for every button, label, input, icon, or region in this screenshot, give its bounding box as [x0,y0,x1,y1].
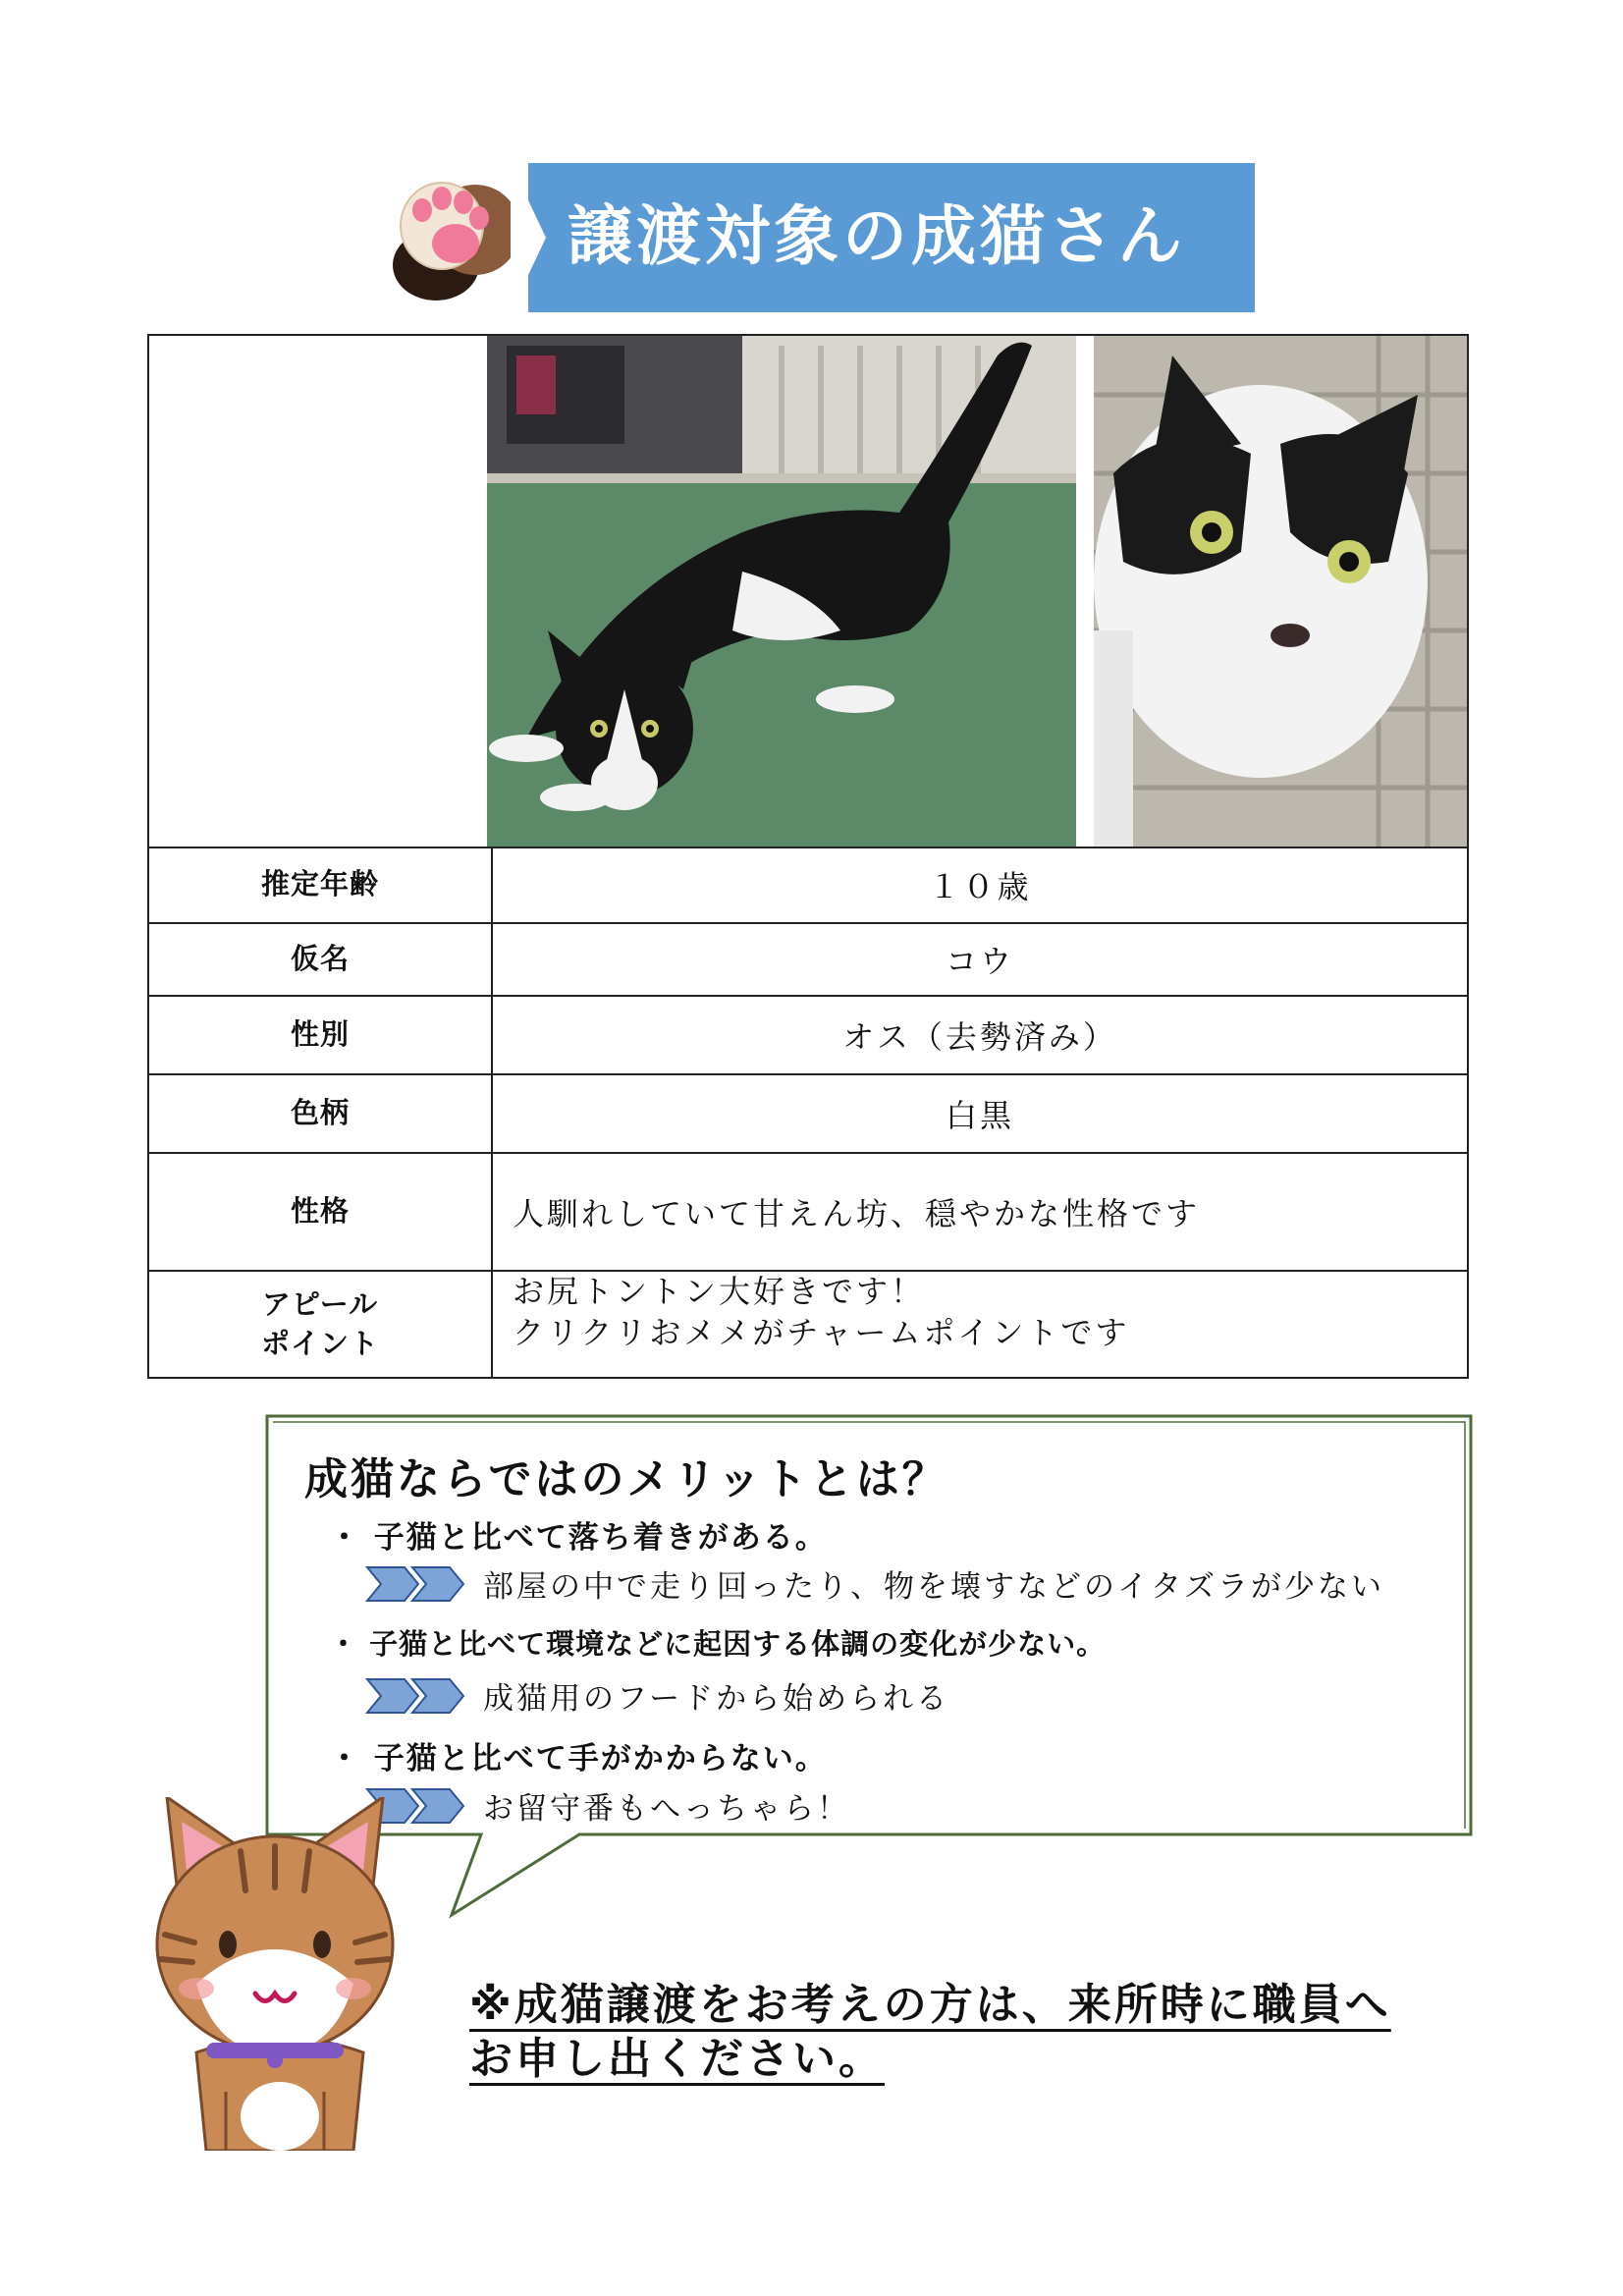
table-row [149,847,1467,924]
table-row [149,997,1467,1075]
double-chevron-icon [365,1565,465,1603]
row-label-color: 色柄 [149,1075,493,1152]
table-row [149,924,1467,997]
merits-title: 成猫ならではのメリットとは？ [304,1454,948,1504]
appeal-line1: お尻トントン大好きです！ [513,1273,926,1310]
table-row [149,1272,1467,1377]
row-value-name: コウ [945,943,1014,980]
title-banner-notch [511,163,546,312]
merit-point-3: ・ 子猫と比べて手がかからない。 [329,1741,828,1777]
merit-detail-1 [365,1561,1384,1606]
row-label-personality: 性格 [149,1154,493,1270]
merit-detail-3-text: お留守番もへっちゃら！ [483,1791,850,1827]
notice-line-2: お申し出ください。 [469,2034,885,2084]
cat-illustration [137,1797,412,2151]
double-chevron-icon [365,1677,465,1715]
cat-photo-face [1094,336,1467,847]
row-value-personality: 人馴れしていて甘えん坊、穏やかな性格です [513,1195,1201,1232]
row-value-appeal [493,1272,1467,1377]
photo-row [149,336,1467,848]
row-value-sex: オス（去勢済み） [842,1018,1117,1056]
appeal-label-line1: アピール [261,1287,379,1322]
merit-point-1: ・ 子猫と比べて落ち着きがある。 [329,1520,828,1556]
merit-detail-1-text: 部屋の中で走り回ったり、物を壊すなどのイタズラが少ない [483,1569,1384,1605]
table-row [149,1075,1467,1154]
row-label-name: 仮名 [149,924,493,995]
profile-table [147,334,1469,1379]
notice-line-1: ※成猫譲渡をお考えの方は、来所時に職員へ [469,1980,1391,2030]
cat-photo-full-body [487,336,1076,847]
row-value-color: 白黒 [945,1097,1014,1134]
row-value-age: １０歳 [928,867,1032,905]
row-label-age: 推定年齢 [149,847,493,922]
appeal-label-line2: ポイント [260,1326,379,1360]
merit-detail-2 [365,1673,949,1718]
merit-detail-3 [365,1783,850,1828]
appeal-line2: クリクリおメメがチャームポイントです [513,1313,1130,1351]
page-title: 譲渡対象の成猫さん [568,198,1186,274]
merit-point-2: ・ 子猫と比べて環境などに起因する体調の変化が少ない。 [329,1627,1107,1661]
table-row [149,1154,1467,1272]
row-label-appeal [149,1272,493,1377]
row-label-sex: 性別 [149,997,493,1073]
merit-detail-2-text: 成猫用のフードから始められる [483,1681,950,1717]
